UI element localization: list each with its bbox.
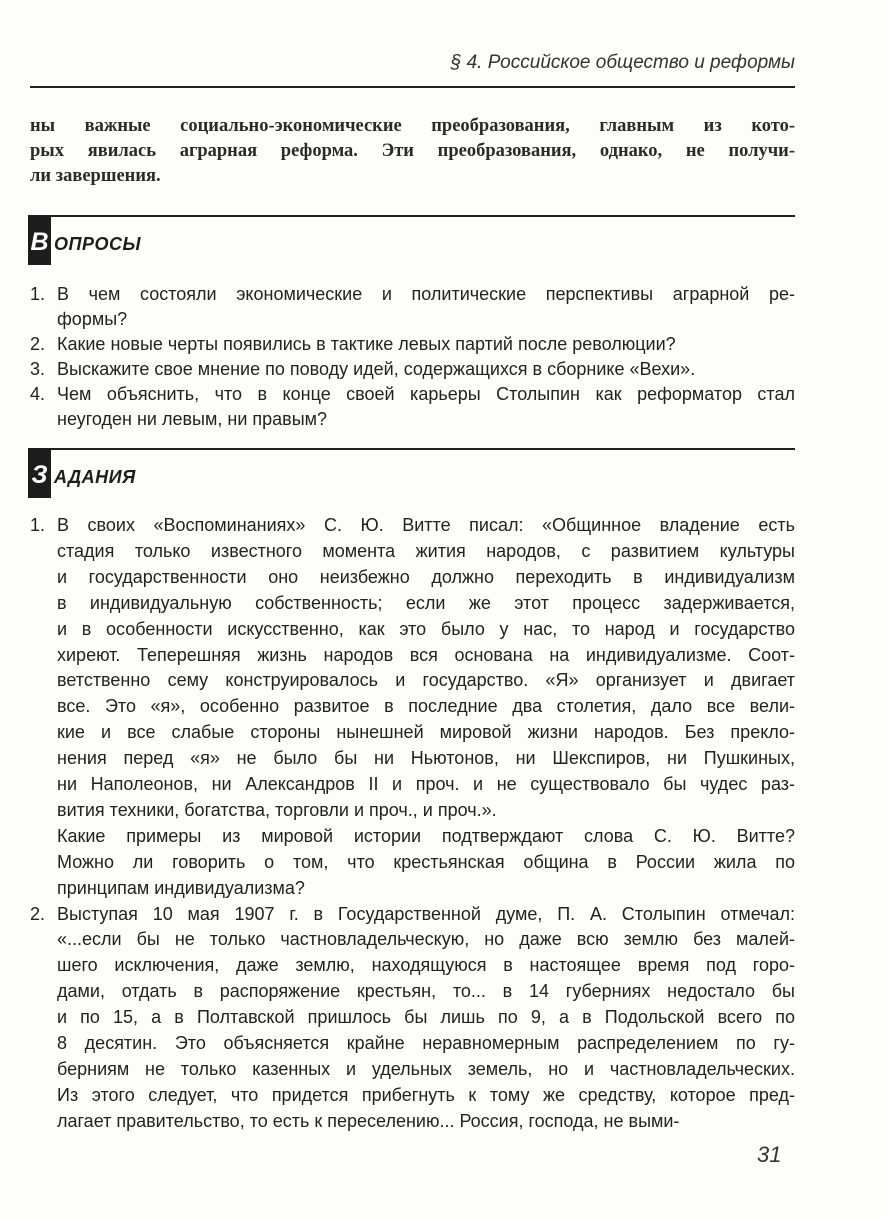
item-text-line: В чем состояли экономические и политические перспективы аграрной ре- (57, 284, 795, 304)
item-text-line: Можно ли говорить о том, что крестьянская община в России жила по (57, 851, 795, 872)
item-text-line: Из этого следует, что придется прибегнуть к тому же средству, которое пред- (57, 1084, 795, 1105)
item-text-line: Какие примеры из мировой истории подтверждают слова С. Ю. Витте? (57, 825, 795, 846)
item-number: 4. (30, 384, 46, 404)
intro-line: рых явилась аграрная реформа. Эти преобразования, однако, не получи- (30, 141, 795, 161)
item-text-line: ни Наполеонов, ни Александров II и проч. и не существовало бы чудес раз- (57, 774, 795, 794)
item-text-line: и в особенности искусственно, как это было у нас, то народ и государство (57, 618, 795, 639)
item-text-line: формы? (57, 309, 128, 329)
item-text-line: принципам индивидуализма? (57, 877, 305, 898)
item-number: 1. (30, 284, 46, 304)
item-text-line: и по 15, а в Полтавской пришлось бы лишь по 9, а в Подольской всего по (57, 1007, 795, 1028)
item-text-line: В своих «Воспоминаниях» С. Ю. Витте писал: «Общинное владение есть (57, 515, 795, 535)
item-number: 2. (30, 903, 46, 924)
item-text-line: нения перед «я» не было бы ни Ньютонов, ни Шекспиров, ни Пушкиных, (57, 748, 795, 769)
item-text-line: шего исключения, даже землю, находящуюся в настоящее время под горо- (57, 955, 795, 976)
intro-line: ны важные социально-экономические преобразования, главным из кото- (30, 116, 795, 136)
intro-line: ли завершения. (30, 166, 161, 186)
item-number: 3. (30, 359, 46, 379)
tasks-divider (30, 448, 795, 450)
questions-heading-initial: В (28, 215, 51, 265)
item-text-line: дами, отдать в распоряжение крестьян, то... в 14 губерниях недостало бы (57, 981, 795, 1002)
item-text-line: хиреют. Теперешняя жизнь народов вся основана на индивидуализме. Соот- (57, 644, 795, 665)
item-text-line: лагает правительство, то есть к переселению... Россия, господа, не выми- (57, 1110, 680, 1131)
item-text-line: Чем объяснить, что в конце своей карьеры Столыпин как реформатор стал (57, 384, 795, 404)
tasks-heading (28, 448, 136, 498)
item-text-line: Выступая 10 мая 1907 г. в Государственной думе, П. А. Столыпин отмечал: (57, 903, 795, 924)
item-text-line: вития техники, богатства, торговли и проч., и проч.». (57, 799, 497, 820)
header-divider (30, 86, 795, 88)
item-text-line: и государственности оно неизбежно должно переходить в индивидуализм (57, 566, 795, 587)
item-text-line: кие и все слабые стороны нынешней мировой жизни народов. Без прекло- (57, 722, 795, 743)
running-header: § 4. Российское общество и реформы (450, 52, 795, 73)
item-text-line: в индивидуальную собственность; если же этот процесс задерживается, (57, 592, 795, 613)
item-text-line: все. Это «я», особенно развитое в последние два столетия, дало все вели- (57, 696, 795, 717)
item-text-line: берниям не только казенных и удельных земель, но и частновладельческих. (57, 1058, 795, 1079)
questions-heading-text: ОПРОСЫ (54, 234, 141, 254)
item-number: 2. (30, 334, 46, 354)
item-text-line: неугоден ни левым, ни правым? (57, 409, 328, 429)
item-text-line: Какие новые черты появились в тактике левых партий после революции? (57, 334, 676, 354)
page-number: 31 (757, 1142, 782, 1167)
item-text-line: 8 десятин. Это объясняется крайне неравномерным распределением по гу- (57, 1033, 795, 1053)
item-number: 1. (30, 515, 46, 535)
item-text-line: стадия только известного момента жития народов, с развитием культуры (57, 540, 795, 561)
item-text-line: Выскажите свое мнение по поводу идей, содержащихся в сборнике «Вехи». (57, 359, 696, 379)
questions-divider (30, 215, 795, 217)
tasks-heading-text: АДАНИЯ (54, 467, 136, 487)
item-text-line: «...если бы не только частновладельческую, но даже всю землю без малей- (57, 929, 795, 950)
tasks-heading-initial: З (28, 448, 51, 498)
questions-heading (28, 215, 141, 265)
item-text-line: ветственно сему конструировалось и государство. «Я» организует и двигает (57, 670, 795, 691)
